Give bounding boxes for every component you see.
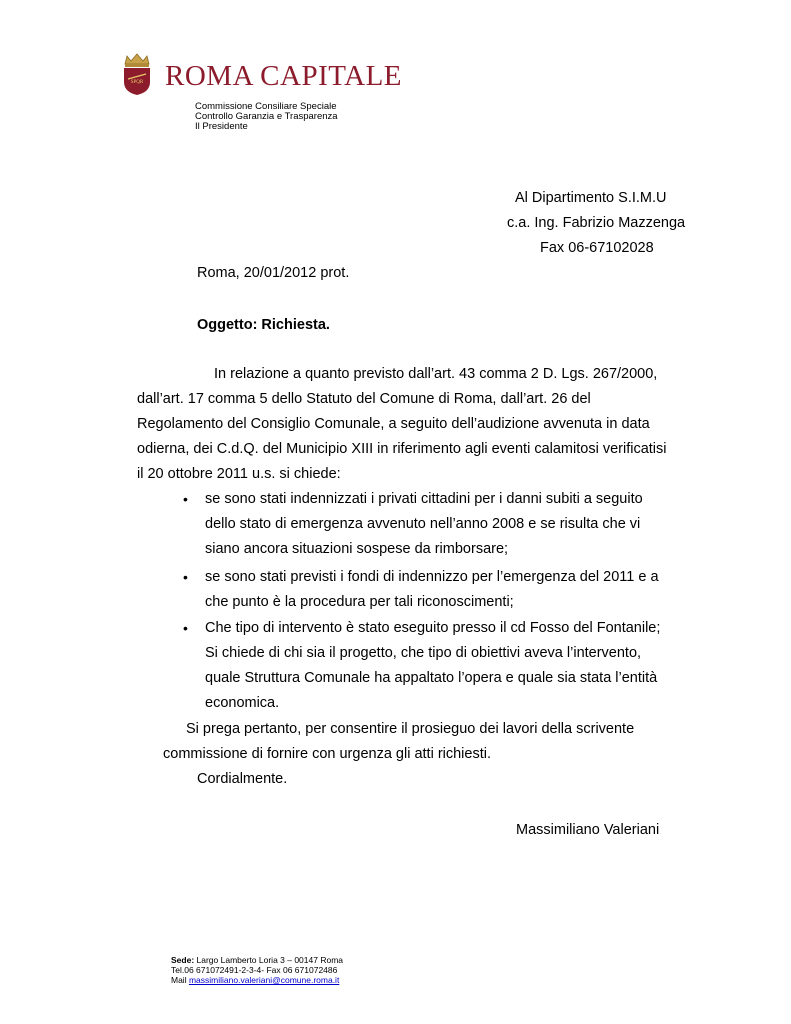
paragraph-line: dall’art. 17 comma 5 dello Statuto del Comune di Roma, dall’art. 26 del [137, 391, 591, 407]
bullet-icon: • [183, 491, 188, 507]
sede-label: Sede: [171, 955, 195, 965]
date-line: Roma, 20/01/2012 prot. [197, 265, 350, 281]
bullet-line: Si chiede di chi sia il progetto, che tipo di obiettivi aveva l’intervento, [205, 645, 642, 661]
closing-line: commissione di fornire con urgenza gli atti richiesti. [163, 746, 491, 762]
roma-capitale-crest-icon [121, 52, 153, 96]
sede-address: Largo Lamberto Loria 3 – 00147 Roma [194, 955, 344, 965]
email-link[interactable]: massimiliano.valeriani@comune.roma.it [188, 975, 340, 985]
bullet-line: se sono stati indennizzati i privati cittadini per i danni subiti a seguito [205, 491, 643, 507]
paragraph-line: il 20 ottobre 2011 u.s. si chiede: [137, 466, 341, 482]
paragraph-line: Regolamento del Consiglio Comunale, a seguito dell’audizione avvenuta in data [137, 416, 650, 432]
salutation: Cordialmente. [197, 771, 288, 787]
mail-label: Mail [171, 975, 189, 985]
recipient-line-2: c.a. Ing. Fabrizio Mazzenga [507, 215, 686, 231]
subject-line: Oggetto: Richiesta. [197, 317, 330, 333]
closing-line: Si prega pertanto, per consentire il prosieguo dei lavori della scrivente [186, 721, 635, 737]
bullet-line: dello stato di emergenza avvenuto nell’anno 2008 e se risulta che vi [205, 516, 641, 532]
brand-name: ROMA CAPITALE [165, 60, 402, 92]
bullet-line: quale Struttura Comunale ha appaltato l’opera e quale sia stata l’entità [205, 670, 658, 686]
bullet-line: se sono stati previsti i fondi di indennizzo per l’emergenza del 2011 e a [205, 569, 659, 585]
bullet-icon: • [183, 620, 188, 636]
recipient-line-1: Al Dipartimento S.I.M.U [515, 190, 667, 206]
recipient-line-3: Fax 06-67102028 [540, 240, 654, 256]
office-line: Il Presidente [195, 121, 248, 132]
footer-mail-line [171, 975, 343, 985]
bullet-line: economica. [205, 695, 280, 711]
bullet-line: Che tipo di intervento è stato eseguito presso il cd Fosso del Fontanile; [205, 620, 661, 636]
office-line: Controllo Garanzia e Trasparenza [195, 111, 338, 122]
footer-sede-line [171, 955, 343, 965]
paragraph-line: In relazione a quanto previsto dall’art. 43 comma 2 D. Lgs. 267/2000, [214, 366, 658, 382]
bullet-icon: • [183, 569, 188, 585]
office-line: Commissione Consiliare Speciale [195, 101, 337, 112]
footer [171, 955, 343, 985]
office-lines [195, 102, 338, 132]
bullet-line: siano ancora situazioni sospese da rimborsare; [205, 541, 509, 557]
bullet-line: che punto è la procedura per tali riconoscimenti; [205, 594, 514, 610]
paragraph-line: odierna, dei C.d.Q. del Municipio XIII in riferimento agli eventi calamitosi verificatisi [137, 441, 667, 457]
footer-phone-line: Tel.06 671072491-2-3-4- Fax 06 671072486 [171, 965, 338, 975]
signature-name: Massimiliano Valeriani [516, 822, 660, 838]
svg-text:SPQR: SPQR [130, 80, 144, 85]
